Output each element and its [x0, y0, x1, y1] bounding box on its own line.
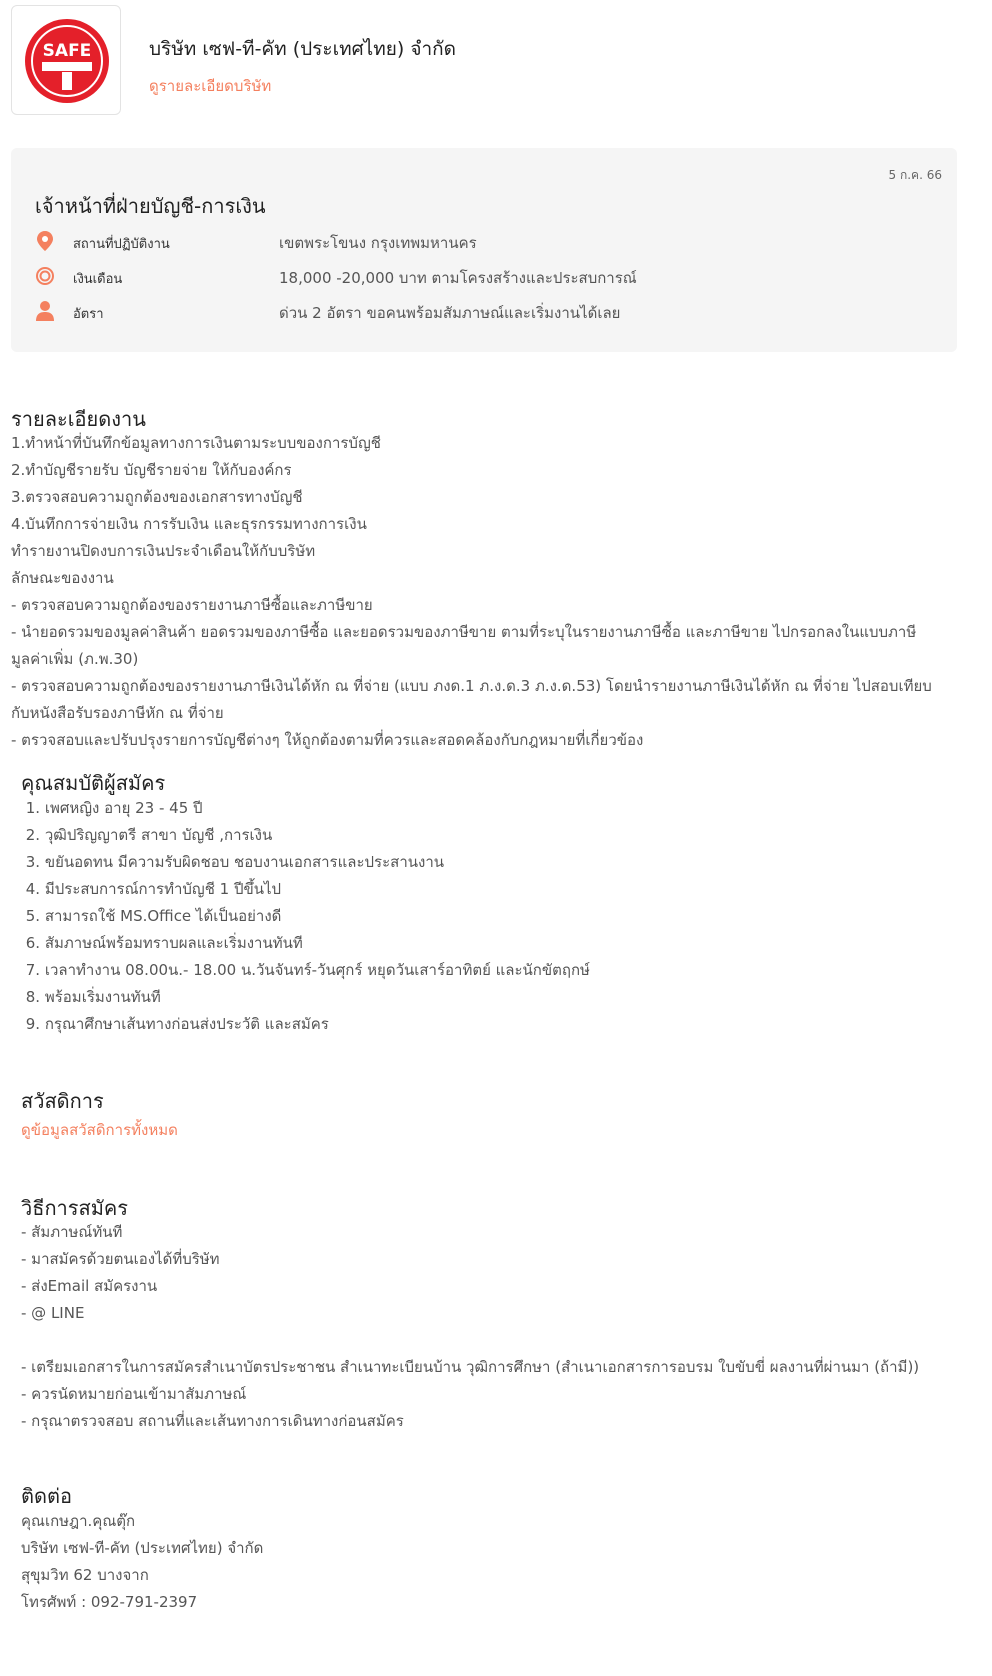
description-line: - ตรวจสอบความถูกต้องของรายงานภาษีเงินได้หัก ณ ที่จ่าย (แบบ ภงด.1 ภ.ง.ด.3 ภ.ง.ด.53) โดยนำรายงานภาษีเงินได้หัก ณ ที่จ่าย ไปสอบเทียบ	[11, 677, 932, 695]
salary-value: 18,000 -20,000 บาท ตามโครงสร้างและประสบการณ์	[279, 269, 637, 287]
contact-line: สุขุมวิท 62 บางจาก	[21, 1566, 149, 1584]
salary-row	[35, 265, 935, 287]
logo-text: SAFE	[42, 41, 92, 61]
apply-list	[21, 1219, 919, 1435]
company-name[interactable]: บริษัท เซฟ-ที-คัท (ประเทศไทย) จำกัด	[149, 38, 456, 60]
contact-line: บริษัท เซฟ-ที-คัท (ประเทศไทย) จำกัด	[21, 1539, 264, 1557]
company-logo[interactable]	[11, 5, 121, 115]
salary-coin-icon	[35, 265, 55, 287]
apply-line: - เตรียมเอกสารในการสมัครสำเนาบัตรประชาชน สำเนาทะเบียนบ้าน วุฒิการศึกษา (สำเนาเอกสารการอบรม ใบขับขี่ ผลงานที่ผ่านมา (ถ้ามี))	[21, 1358, 920, 1376]
description-line: 1.ทำหน้าที่บันทึกข้อมูลทางการเงินตามระบบของการบัญชี	[11, 434, 381, 452]
location-label: สถานที่ปฏิบัติงาน	[73, 237, 170, 252]
description-line: กับหนังสือรับรองภาษีหัก ณ ที่จ่าย	[11, 704, 224, 722]
qualification-item: 9. กรุณาศึกษาเส้นทางก่อนส่งประวัติ และสมัคร	[21, 1015, 329, 1033]
benefits-link[interactable]: ดูข้อมูลสวัสดิการทั้งหมด	[21, 1121, 178, 1139]
job-title: เจ้าหน้าที่ฝ่ายบัญชี-การเงิน	[35, 194, 266, 218]
benefits-heading: สวัสดิการ	[21, 1089, 104, 1113]
qualifications-heading: คุณสมบัติผู้สมัคร	[21, 771, 166, 795]
post-date: 5 ก.ค. 66	[888, 168, 942, 182]
qualification-item: 2. วุฒิปริญญาตรี สาขา บัญชี ,การเงิน	[21, 826, 273, 844]
qualifications-list	[21, 795, 590, 1038]
qualification-item: 8. พร้อมเริ่มงานทันที	[21, 988, 161, 1006]
description-line: 3.ตรวจสอบความถูกต้องของเอกสารทางบัญชี	[11, 488, 303, 506]
description-line: - ตรวจสอบความถูกต้องของรายงานภาษีซื้อและภาษีขาย	[11, 596, 373, 614]
description-list	[11, 430, 932, 754]
openings-value: ด่วน 2 อัตรา ขอคนพร้อมสัมภาษณ์และเริ่มงานได้เลย	[279, 304, 621, 322]
safe-cut-logo-icon	[22, 16, 112, 106]
contact-heading: ติดต่อ	[21, 1484, 72, 1508]
description-line: - ตรวจสอบและปรับปรุงรายการบัญชีต่างๆ ให้ถูกต้องตามที่ควรและสอดคล้องกับกฎหมายที่เกี่ยวข้อง	[11, 731, 644, 749]
description-line: 2.ทำบัญชีรายรับ บัญชีรายจ่าย ให้กับองค์กร	[11, 461, 292, 479]
qualification-item: 5. สามารถใช้ MS.Office ได้เป็นอย่างดี	[21, 907, 282, 925]
openings-row	[35, 300, 935, 322]
salary-label: เงินเดือน	[73, 272, 123, 287]
description-line: 4.บันทึกการจ่ายเงิน การรับเงิน และธุรกรรมทางการเงิน	[11, 515, 367, 533]
description-line: - นำยอดรวมของมูลค่าสินค้า ยอดรวมของภาษีซื้อ และยอดรวมของภาษีขาย ตามที่ระบุในรายงานภาษีซื้อ และภาษีขาย ไปกรอกลงในแบบภาษี	[11, 623, 917, 641]
qualification-item: 1. เพศหญิง อายุ 23 - 45 ปี	[21, 799, 203, 817]
description-line: ทำรายงานปิดงบการเงินประจำเดือนให้กับบริษัท	[11, 542, 316, 560]
apply-heading: วิธีการสมัคร	[21, 1196, 129, 1220]
location-value: เขตพระโขนง กรุงเทพมหานคร	[279, 234, 477, 252]
company-details-link[interactable]: ดูรายละเอียดบริษัท	[149, 77, 272, 95]
apply-line	[21, 1327, 919, 1354]
apply-line: - กรุณาตรวจสอบ สถานที่และเส้นทางการเดินทางก่อนสมัคร	[21, 1412, 404, 1430]
apply-line: - มาสมัครด้วยตนเองได้ที่บริษัท	[21, 1250, 220, 1268]
contact-list	[21, 1508, 263, 1616]
contact-phone[interactable]: โทรศัพท์ : 092-791-2397	[21, 1593, 198, 1611]
apply-line: - ส่งEmail สมัครงาน	[21, 1277, 158, 1295]
apply-line: - ควรนัดหมายก่อนเข้ามาสัมภาษณ์	[21, 1385, 247, 1403]
contact-line: คุณเกษฎา.คุณตุ๊ก	[21, 1512, 136, 1530]
qualification-item: 4. มีประสบการณ์การทำบัญชี 1 ปีขึ้นไป	[21, 880, 282, 898]
description-heading: รายละเอียดงาน	[11, 407, 146, 431]
description-line: มูลค่าเพิ่ม (ภ.พ.30)	[11, 650, 139, 668]
apply-line: - สัมภาษณ์ทันที	[21, 1223, 123, 1241]
location-pin-icon	[35, 230, 55, 252]
qualification-item: 6. สัมภาษณ์พร้อมทราบผลและเริ่มงานทันที	[21, 934, 303, 952]
person-icon	[35, 300, 55, 322]
apply-line: - @ LINE	[21, 1304, 85, 1322]
description-line: ลักษณะของงาน	[11, 569, 114, 587]
openings-label: อัตรา	[73, 307, 104, 322]
location-row	[35, 230, 935, 252]
job-summary-panel	[11, 148, 957, 352]
qualification-item: 7. เวลาทำงาน 08.00น.- 18.00 น.วันจันทร์-วันศุกร์ หยุดวันเสาร์อาทิตย์ และนักขัตฤกษ์	[21, 961, 590, 979]
qualification-item: 3. ขยันอดทน มีความรับผิดชอบ ชอบงานเอกสารและประสานงาน	[21, 853, 444, 871]
